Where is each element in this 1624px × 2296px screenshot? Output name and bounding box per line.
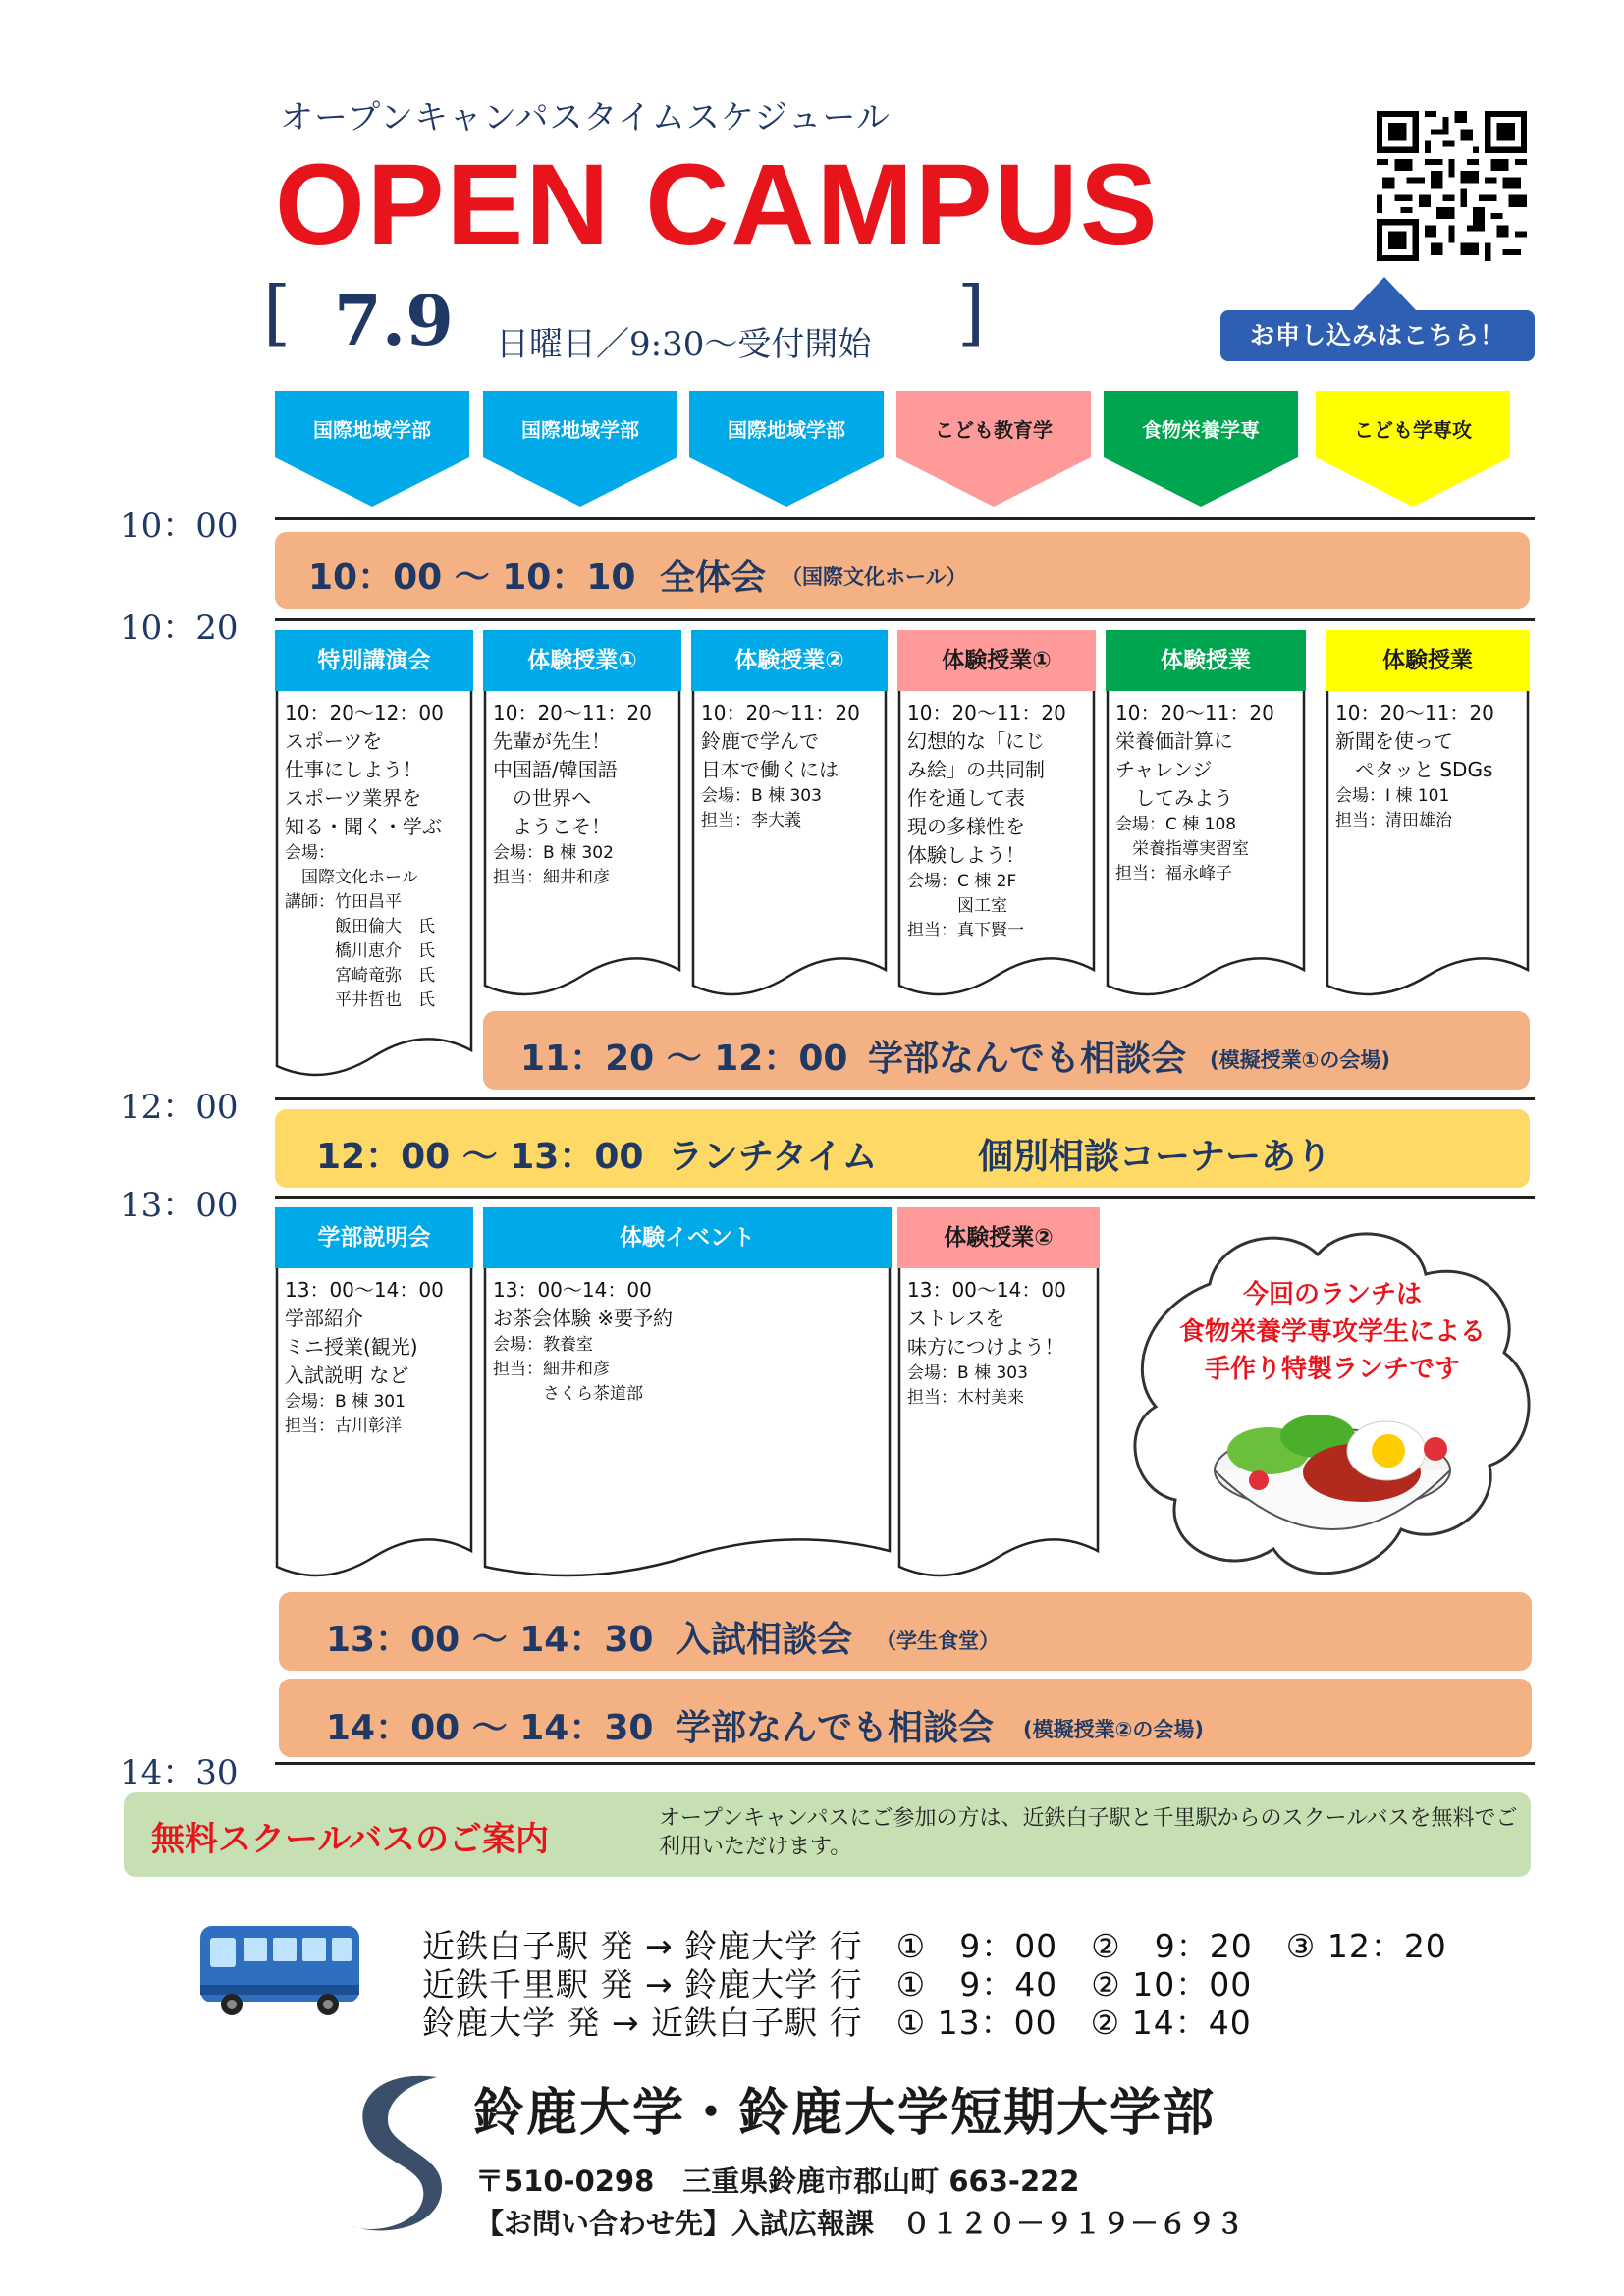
morning-card-2 [483, 630, 681, 1003]
consultation-bar-1 [483, 1011, 1530, 1090]
card-line: ミニ授業(観光) [285, 1335, 418, 1359]
card-detail: 担当：古川彰洋 [285, 1416, 402, 1436]
column-header-label: 国際地域学部 [313, 418, 431, 442]
apply-button[interactable]: お申し込みはこちら！ [1220, 310, 1535, 361]
column-header-label: 国際地域学部 [521, 418, 639, 442]
lunch-cloud-line-3: 手作り特製ランチです [1204, 1355, 1460, 1384]
column-header-4 [896, 391, 1091, 507]
lunch-cloud-line-2: 食物栄養学専攻学生による [1178, 1317, 1486, 1347]
divider-1430 [275, 1762, 1535, 1765]
general-assembly-bar [275, 532, 1530, 609]
lunch-cloud-text [1121, 1276, 1543, 1388]
bus-route-2: 近鉄千里駅 発 → 鈴鹿大学 行 ① 9：40 ② 10：00 [422, 1965, 1253, 2003]
card-detail: 講師：竹田昌平 [285, 892, 402, 912]
bus-route-3: 鈴鹿大学 発 → 近鉄白子駅 行 ① 13：00 ② 14：40 [422, 2003, 1252, 2042]
card-line: 10：20～12：00 [285, 701, 444, 724]
lunch-time: 12：00 ～ 13：00 [316, 1137, 644, 1177]
card-detail: 会場：C 棟 108 [1115, 815, 1237, 834]
exam-consultation-bar [279, 1592, 1532, 1671]
divider-1200 [275, 1097, 1535, 1100]
bus-info-panel [124, 1792, 1531, 1877]
card-line: ようこそ！ [493, 815, 611, 838]
column-header-2 [483, 391, 677, 507]
card-detail: 飯田倫大 氏 [285, 917, 435, 936]
card-line: 10：20～11：20 [701, 701, 860, 724]
lunch-cloud-line-1: 今回のランチは [1242, 1280, 1422, 1309]
card-line: 13：00～14：00 [907, 1278, 1066, 1302]
event-date: 7.9 [334, 280, 454, 361]
card-detail: 担当：細井和彦 [493, 868, 610, 887]
page-title: OPEN CAMPUS [275, 140, 1160, 270]
card-line: 新聞を使って [1335, 729, 1453, 753]
card-detail: 会場：I 棟 101 [1335, 786, 1450, 806]
afternoon-card-2 [483, 1207, 892, 1584]
card-line: チャレンジ [1115, 758, 1213, 781]
general-assembly-title: 全体会 [660, 558, 767, 598]
card-line: 鈴鹿で学んで [701, 729, 819, 753]
card-detail: 会場：B 棟 303 [907, 1363, 1028, 1383]
bracket-close: ] [957, 271, 986, 353]
card-line: 入試説明 など [285, 1363, 409, 1387]
time-label-1200: 12：00 [120, 1088, 239, 1127]
card-line: 日本で働くには [701, 758, 839, 781]
column-header-5 [1104, 391, 1298, 507]
column-header-label: 食物栄養学専 [1142, 418, 1260, 442]
divider-1300 [275, 1196, 1535, 1199]
column-header-6 [1316, 391, 1510, 507]
morning-card-1 [275, 630, 473, 1084]
exam-consultation-time: 13：00 ～ 14：30 [326, 1620, 654, 1660]
cloud-shape [1121, 1215, 1543, 1600]
card-line: 学部紹介 [285, 1307, 363, 1330]
divider-1020 [275, 618, 1535, 621]
card-line: み絵」の共同制 [907, 758, 1045, 781]
card-detail: 担当：木村美来 [907, 1388, 1024, 1408]
card-detail: 会場：C 棟 2F [907, 872, 1017, 891]
afternoon-card-3 [897, 1207, 1100, 1584]
general-assembly-time: 10：00 ～ 10：10 [308, 558, 636, 598]
card-detail: 会場： [285, 843, 335, 863]
bus-info-title: 無料スクールバスのご案内 [151, 1820, 549, 1859]
university-logo-icon [344, 2069, 452, 2236]
card-detail: 会場：B 棟 302 [493, 843, 614, 863]
card-line: 作を通して表 [907, 786, 1025, 810]
time-label-1020: 10：20 [120, 609, 239, 648]
card-line: 幻想的な「にじ [907, 729, 1045, 753]
card-detail: 担当：細井和彦 [493, 1360, 610, 1379]
column-header-label: こども教育学 [935, 418, 1053, 442]
lunch-note: 個別相談コーナーあり [978, 1137, 1332, 1177]
card-line: 味方につけよう！ [907, 1335, 1064, 1359]
card-detail: 担当：真下賢一 [907, 921, 1024, 940]
consultation-2-venue: (模擬授業②の会場) [1023, 1718, 1204, 1741]
card-line: 10：20～11：20 [907, 701, 1066, 724]
card-detail: 担当：清田雄治 [1335, 811, 1452, 830]
bus-info-description: オープンキャンパスにご参加の方は、近鉄白子駅と千里駅からのスクールバスを無料でご利用いただけます。 [659, 1806, 1518, 1859]
morning-card-title: 特別講演会 [317, 648, 431, 673]
divider-1000 [275, 517, 1535, 520]
afternoon-card-title: 体験イベント [620, 1225, 755, 1251]
morning-card-title: 体験授業 [1382, 648, 1473, 673]
card-line: 10：20～11：20 [493, 701, 652, 724]
card-line: してみよう [1115, 786, 1233, 810]
general-assembly-venue: （国際文化ホール） [782, 565, 967, 589]
card-line: 13：00～14：00 [285, 1278, 444, 1302]
column-header-1 [275, 391, 469, 507]
consultation-1-venue: (模擬授業①の会場) [1210, 1048, 1390, 1072]
card-detail: 担当：李大義 [701, 811, 801, 830]
morning-card-title: 体験授業① [527, 648, 637, 673]
exam-consultation-venue: （学生食堂） [876, 1629, 1000, 1653]
time-label-1300: 13：00 [120, 1186, 239, 1225]
morning-card-4 [897, 630, 1096, 1003]
card-detail: さくら茶道部 [493, 1384, 643, 1404]
lunch-title: ランチタイム [668, 1137, 878, 1177]
card-detail: 平井哲也 氏 [285, 990, 435, 1010]
morning-card-5 [1106, 630, 1306, 1003]
subtitle: オープンキャンパスタイムスケジュール [280, 98, 891, 137]
card-line: 中国語/韓国語 [493, 758, 618, 781]
morning-card-3 [691, 630, 888, 1003]
card-line: 体験しよう！ [907, 843, 1025, 867]
exam-consultation-title: 入試相談会 [676, 1620, 853, 1660]
bus-icon [196, 1920, 363, 2018]
consultation-bar-2 [279, 1679, 1532, 1757]
university-name: 鈴鹿大学・鈴鹿大学短期大学部 [473, 2084, 1217, 2143]
card-detail: 宮崎竜弥 氏 [285, 966, 435, 986]
consultation-2-title: 学部なんでも相談会 [676, 1708, 995, 1748]
contact-info: 【お問い合わせ先】入試広報課 ０１２０－９１９－６９３ [475, 2207, 1245, 2240]
bracket-open: [ [263, 271, 292, 353]
event-date-detail: 日曜日／9:30～受付開始 [496, 325, 872, 364]
card-line: ペタッと SDGs [1335, 758, 1493, 781]
column-header-label: こども学専攻 [1354, 418, 1472, 442]
morning-card-6 [1326, 630, 1530, 1003]
card-line: 栄養価計算に [1115, 729, 1233, 753]
card-detail: 栄養指導実習室 [1115, 839, 1249, 859]
card-detail: 会場：B 棟 301 [285, 1392, 406, 1412]
afternoon-card-title: 体験授業② [944, 1225, 1054, 1251]
card-line: の世界へ [493, 786, 591, 810]
time-label-1430: 14：30 [120, 1753, 239, 1792]
morning-card-title: 体験授業② [734, 648, 844, 673]
consultation-2-time: 14：00 ～ 14：30 [326, 1708, 654, 1748]
card-line: 仕事にしよう！ [285, 758, 422, 781]
lunch-bar [275, 1109, 1530, 1188]
column-header-3 [689, 391, 884, 507]
card-line: 10：20～11：20 [1335, 701, 1494, 724]
bus-route-1: 近鉄白子駅 発 → 鈴鹿大学 行 ① 9：00 ② 9：20 ③ 12：20 [422, 1927, 1447, 1965]
card-detail: 図工室 [907, 896, 1007, 916]
consultation-1-title: 学部なんでも相談会 [868, 1039, 1187, 1079]
card-detail: 橋川恵介 氏 [285, 941, 435, 961]
card-line: スポーツ業界を [285, 786, 422, 810]
afternoon-card-title: 学部説明会 [317, 1225, 431, 1251]
card-detail: 担当：福永峰子 [1115, 864, 1232, 883]
card-line: 10：20～11：20 [1115, 701, 1274, 724]
card-line: 現の多様性を [907, 815, 1025, 838]
afternoon-card-1 [275, 1207, 473, 1584]
university-address: 〒510-0298 三重県鈴鹿市郡山町 663-222 [475, 2164, 1080, 2198]
card-line: スポーツを [285, 729, 383, 753]
time-label-1000: 10：00 [120, 507, 239, 546]
morning-card-title: 体験授業 [1161, 648, 1251, 673]
card-line: 知る・聞く・学ぶ [285, 815, 442, 838]
card-detail: 会場：教養室 [493, 1335, 593, 1355]
lunch-cloud [1121, 1215, 1543, 1600]
card-detail: 国際文化ホール [285, 868, 418, 887]
apply-callout-tip [1352, 277, 1417, 311]
card-line: お茶会体験 ※要予約 [493, 1307, 674, 1330]
qr-code-icon[interactable] [1377, 111, 1527, 261]
card-line: 先輩が先生！ [493, 729, 611, 753]
consultation-1-time: 11：20 ～ 12：00 [520, 1039, 848, 1079]
card-line: 13：00～14：00 [493, 1278, 652, 1302]
morning-card-title: 体験授業① [942, 648, 1052, 673]
card-line: ストレスを [907, 1307, 1005, 1330]
column-header-label: 国際地域学部 [728, 418, 845, 442]
card-detail: 会場：B 棟 303 [701, 786, 822, 806]
